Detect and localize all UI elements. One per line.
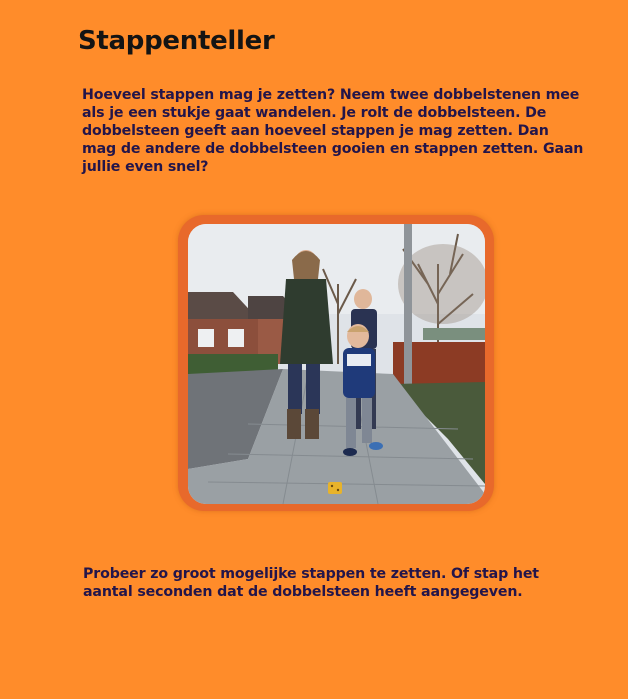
outro-paragraph: Probeer zo groot mogelijke stappen te zetten. Of stap het aantal seconden dat de dobbelsteen heeft aangegeven. bbox=[83, 566, 539, 600]
page-title: Stappenteller bbox=[78, 26, 275, 56]
family-walking-photo bbox=[188, 224, 485, 504]
intro-paragraph: Hoeveel stappen mag je zetten? Neem twee dobbelstenen mee als je een stukje gaat wandelen. Je rolt de dobbelsteen. De dobbelsteen geeft aan hoeveel stappen je mag zetten. Dan mag de andere de dobbelsteen gooien en stappen zetten. Gaan jullie even snel? bbox=[82, 87, 584, 175]
